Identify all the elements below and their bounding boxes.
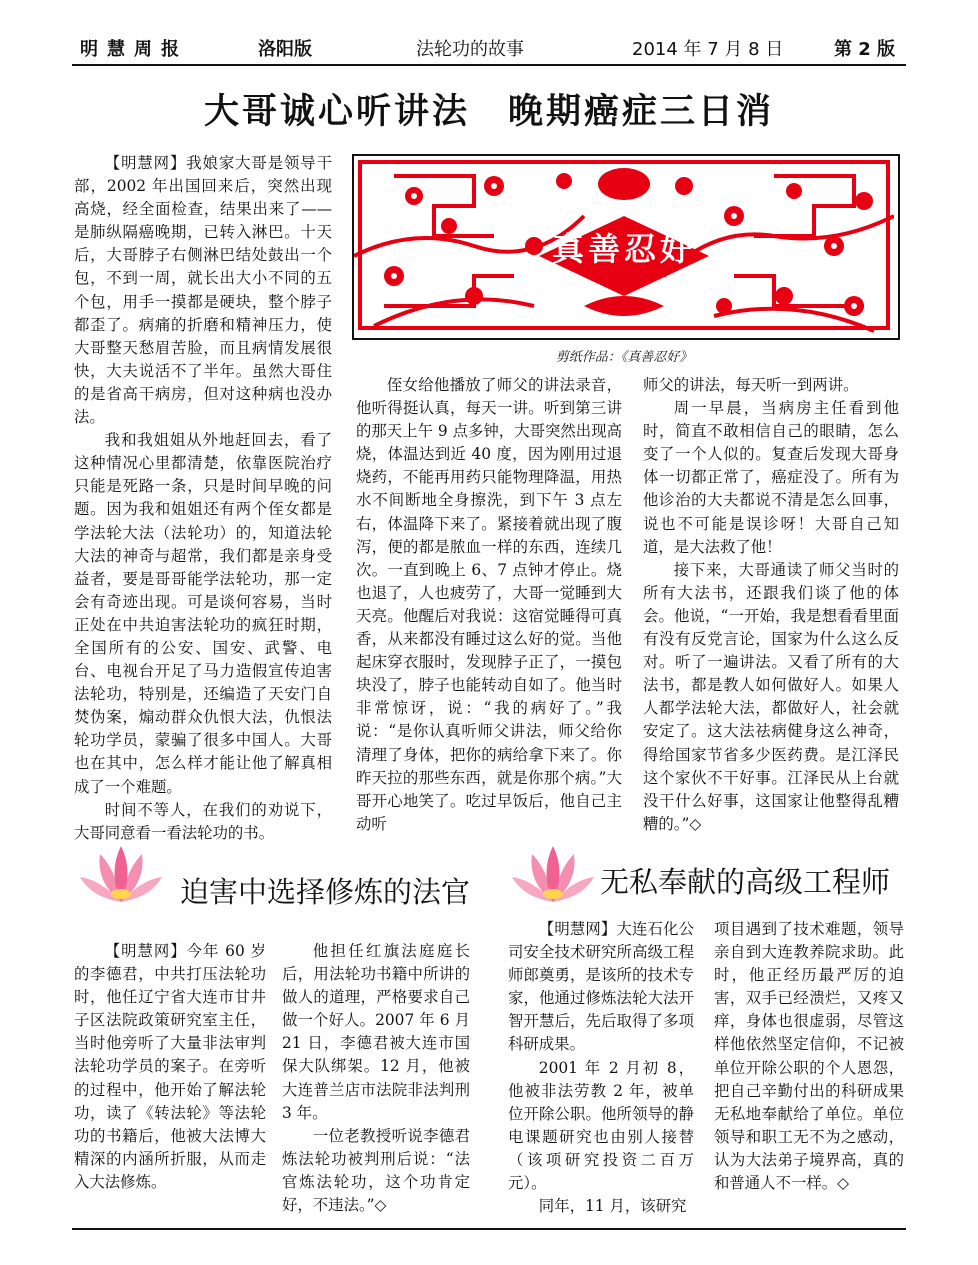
lotus-flower-icon [76, 842, 166, 908]
paragraph: 2001 年 2 月初 8，他被非法劳教 2 年，被单位开除公职。他所领导的静电课题研究也由别人接替（该项研究投资二百万元）。 [508, 1058, 694, 1193]
main-headline: 大哥诚心听讲法 晚期癌症三日消 [203, 92, 774, 132]
lotus-flower-icon [508, 842, 598, 908]
paragraph: 【明慧网】大连石化公司安全技术研究所高级工程师郎奠勇，是该所的技术专家，他通过修炼法轮大法开智开慧后，先后取得了多项科研成果。 [508, 920, 694, 1054]
article1-column-1 [74, 152, 332, 845]
article3-column-1 [508, 918, 694, 1218]
page-header [72, 30, 906, 66]
paragraph: 侄女给他播放了师父的讲法录音，他听得挺认真，每天一讲。听到第三讲的那天上午 9 点多钟，大哥突然出现高烧，体温达到近 40 度，因为刚用过退烧药，不能再用药只能物理降温，用热水不间断地全身擦洗，到下午 3 点左右，体温降下来了。紧接着就出现了腹泻，便的都是脓血一样的东西，连续几次。一直到晚上 6、7 点钟才停止。烧也退了，人也疲劳了，大哥一觉睡到大天亮。他醒后对我说：这宿觉睡得可真香，从来都没有睡过这么好的觉。当他起床穿衣服时，发现脖子正了，一摸包块没了，脖子也能转动自如了。他当时非常惊讶，说：“我的病好了。”我说：“是你认真听师父讲法，师父给你清理了身体，把你的病给拿下来了。你昨天拉的那些东西，就是你那个病。”大哥开心地笑了。吃过早饭后，他自己主动听 [356, 376, 622, 833]
section-label: 法轮功的故事 [416, 39, 524, 60]
papercut-banner-text: 真善忍好 [551, 230, 696, 268]
page-number: 第 2 版 [834, 39, 896, 60]
article2-title: 迫害中选择修炼的法官 [180, 875, 471, 909]
paragraph: 时间不等人，在我们的劝说下，大哥同意看一看法轮功的书。 [74, 800, 332, 842]
article1-column-2 [356, 374, 622, 836]
article3-column-2 [714, 918, 904, 1195]
paragraph: 一位老教授听说李德君炼法轮功被判刑后说：“法官炼法轮功，这个功肯定好，不违法。”◇ [282, 1126, 470, 1215]
article3-title: 无私奉献的高级工程师 [600, 865, 891, 899]
paragraph: 周一早晨，当病房主任看到他时，简直不敢相信自己的眼睛，怎么变了一个人似的。复查后发现大哥身体一切都正常了，癌症没了。所有为他诊治的大夫都说不清是怎么回事，说也不可能是误诊呀！大哥自己知道，是大法救了他！ [643, 399, 899, 556]
article2-column-1 [74, 940, 266, 1194]
paragraph: 【明慧网】我娘家大哥是领导干部，2002 年出国回来后，突然出现高烧，经全面检查，结果出来了——是肺纵隔癌晚期，已转入淋巴。十天后，大哥脖子右侧淋巴结处鼓出一个包，不到一周，就长出大小不同的五个包，用手一摸都是硬块，整个脖子都歪了。病痛的折磨和精神压力，使大哥整天愁眉苦脸，而且病情发展很快，大夫说活不了半年。虽然大哥住的是省高干病房，但对这种病也没办法。 [74, 154, 332, 427]
paragraph: 同年，11 月，该研究 [538, 1197, 687, 1216]
paragraph: 他担任红旗法庭庭长后，用法轮功书籍中所讲的做人的道理，严格要求自己做一个好人。2007 年 6 月 21 日，李德君被大连市国保大队绑架。12 月，他被大连普兰店市法院非法判刑 3 年。 [282, 942, 470, 1122]
article1-column-3 [643, 374, 899, 836]
picture-caption: 剪纸作品：《真善忍好》 [555, 350, 693, 365]
paragraph: 师父的讲法，每天听一到两讲。 [643, 376, 859, 394]
paper-name: 明慧周报 [80, 39, 188, 60]
bottom-rule [72, 1228, 906, 1230]
edition-label: 洛阳版 [258, 39, 312, 60]
paragraph: 项目遇到了技术难题，领导亲自到大连教养院求助。此时，他正经历最严厉的迫害，双手已经溃烂，又疼又痒，身体也很虚弱，尽管这样他依然坚定信仰，不记被单位开除公职的个人恩怨，把自己辛勤付出的科研成果无私地奉献给了单位。单位领导和职工无不为之感动，认为大法弟子境界高，真的和普通人不一样。◇ [714, 920, 904, 1193]
paragraph: 【明慧网】今年 60 岁的李德君，中共打压法轮功时，他任辽宁省大连市甘井子区法院政策研究室主任，当时他旁听了大量非法审判法轮功学员的案子。在旁听的过程中，他开始了解法轮功，读了《转法轮》等法轮功的书籍后，他被大法博大精深的内涵所折服，从而走入大法修炼。 [74, 942, 266, 1191]
issue-date: 2014 年 7 月 8 日 [632, 39, 784, 60]
paragraph: 我和我姐姐从外地赶回去，看了这种情况心里都清楚，依靠医院治疗只能是死路一条，只是时间早晚的问题。因为我和姐姐还有两个侄女都是学法轮大法（法轮功）的，知道法轮大法的神奇与超常，我们都是亲身受益者，要是哥哥能学法轮功，那一定会有奇迹出现。可是谈何容易，当时正处在中共迫害法轮功的疯狂时期，全国所有的公安、国安、武警、电台、电视台开足了马力造假宣传迫害法轮功，特别是，还编造了天安门自焚伪案，煽动群众仇恨大法，仇恨法轮功学员，蒙骗了很多中国人。大哥也在其中，怎么样才能让他了解真相成了一个难题。 [74, 431, 332, 796]
papercut-picture [352, 154, 900, 340]
article2-column-2 [282, 940, 470, 1217]
paragraph: 接下来，大哥通读了师父当时的所有大法书，还跟我们谈了他的体会。他说，“一开始，我是想看看里面有没有反党言论，国家为什么这么反对。听了一遍讲法。又看了所有的大法书，都是教人如何做好人。如果人人都学法轮大法，都做好人，社会就安定了。这大法祛病健身这么神奇，得给国家节省多少医药费。是江泽民这个家伙不干好事。江泽民从上台就没干什么好事，这国家让他整得乱糟糟的。”◇ [643, 560, 899, 833]
